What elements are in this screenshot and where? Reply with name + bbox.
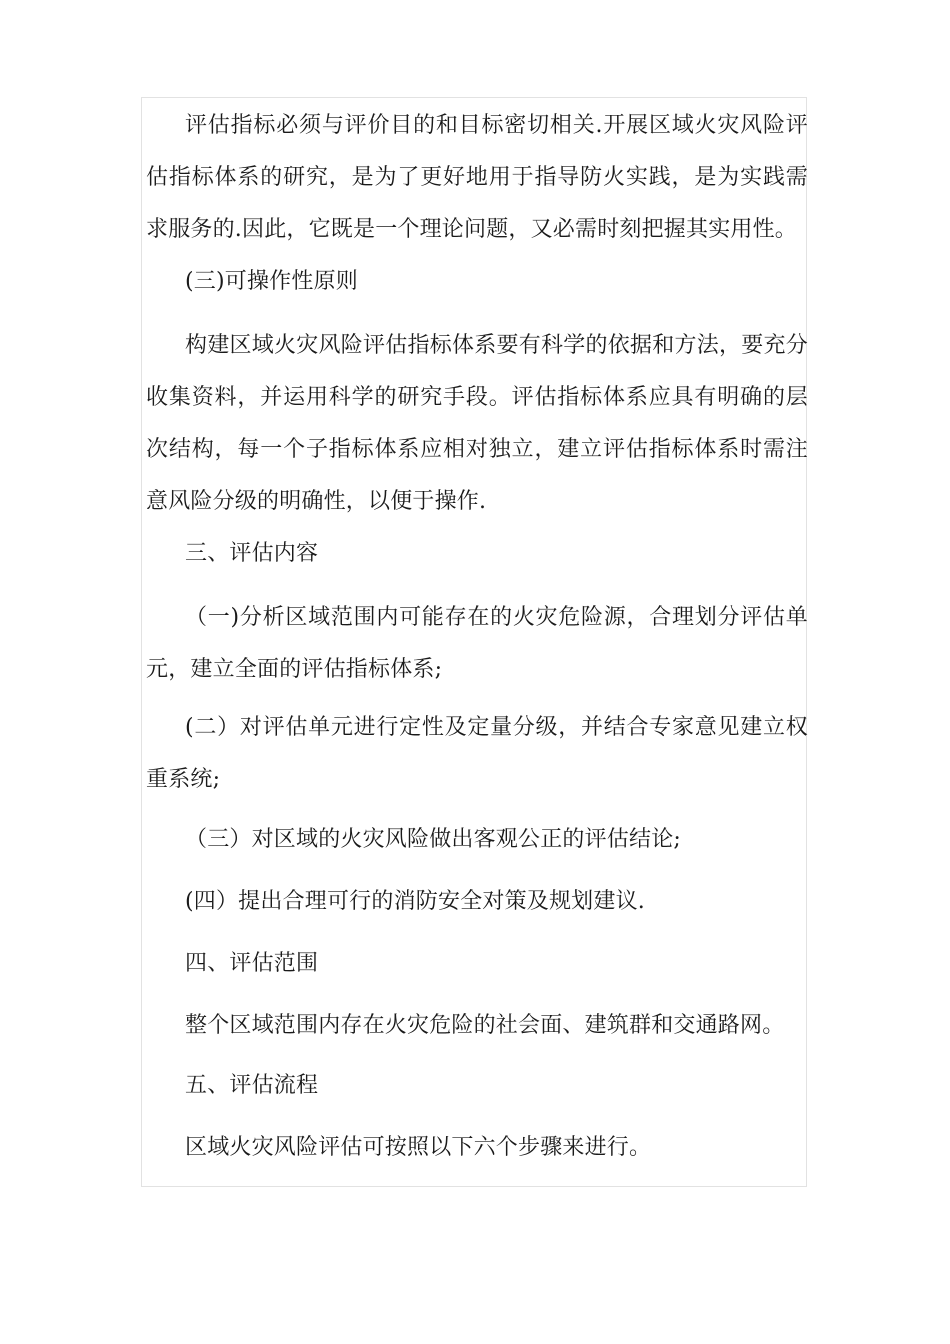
paragraph-12: 区域火灾风险评估可按照以下六个步骤来进行。 [185, 1135, 652, 1160]
paragraph-7: （三）对区域的火灾风险做出客观公正的评估结论; [185, 827, 682, 852]
paragraph-6: (二）对评估单元进行定性及定量分级，并结合专家意见建立权重系统; [146, 715, 808, 792]
paragraph-1: 评估指标必须与评价目的和目标密切相关.开展区域火灾风险评估指标体系的研究，是为了更好地用于指导防火实践，是为实践需求服务的.因此，它既是一个理论问题，又必需时刻把握其实用性。 [146, 113, 808, 242]
heading-assessment-process: 五、评估流程 [185, 1073, 319, 1098]
heading-assessment-content: 三、评估内容 [185, 541, 319, 566]
paragraph-3: 构建区域火灾风险评估指标体系要有科学的依据和方法，要充分收集资料，并运用科学的研究手段。评估指标体系应具有明确的层次结构，每一个子指标体系应相对独立，建立评估指标体系时需注意风险分级的明确性，以便于操作. [146, 333, 808, 514]
heading-assessment-scope: 四、评估范围 [185, 951, 319, 976]
paragraph-8: (四）提出合理可行的消防安全对策及规划建议. [185, 889, 645, 914]
heading-operability-principle: (三)可操作性原则 [185, 269, 358, 294]
paragraph-5: （一)分析区域范围内可能存在的火灾危险源，合理划分评估单元，建立全面的评估指标体系; [146, 605, 808, 682]
document-page [141, 97, 807, 1187]
paragraph-10: 整个区域范围内存在火灾危险的社会面、建筑群和交通路网。 [185, 1013, 785, 1038]
